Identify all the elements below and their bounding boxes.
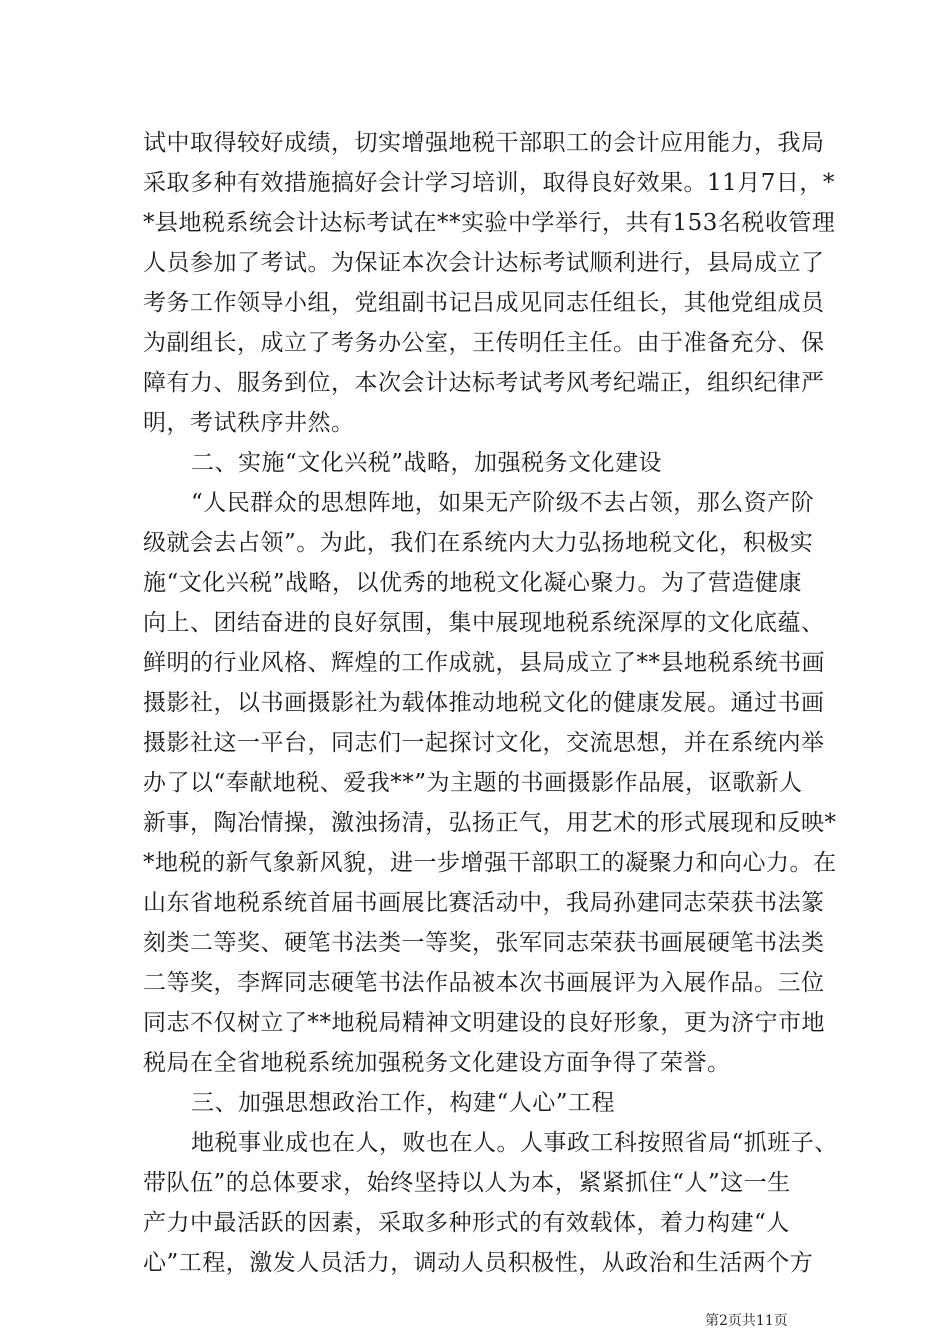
body-text-line: 试中取得较好成绩，切实增强地税干部职工的会计应用能力，我局 (143, 130, 825, 156)
section-heading: 三、加强思想政治工作，构建“人心”工程 (191, 1090, 616, 1116)
body-text-line: 障有力、服务到位，本次会计达标考试考风考纪端正，组织纪律严 (143, 370, 825, 396)
body-text-line: 鲜明的行业风格、辉煌的工作成就，县局成立了**县地税系统书画 (143, 650, 825, 676)
body-text-line: 考务工作领导小组，党组副书记吕成见同志任组长，其他党组成员 (143, 290, 825, 316)
section-heading: 二、实施“文化兴税”战略，加强税务文化建设 (191, 450, 663, 476)
body-text-line: 山东省地税系统首届书画展比赛活动中，我局孙建同志荣获书法篆 (143, 890, 825, 916)
body-text-line: 刻类二等奖、硬笔书法类一等奖，张军同志荣获书画展硬笔书法类 (143, 930, 825, 956)
body-text-line: 为副组长，成立了考务办公室，王传明任主任。由于准备充分、保 (143, 330, 825, 356)
body-text-line: 二等奖，李辉同志硬笔书法作品被本次书画展评为入展作品。三位 (143, 970, 825, 996)
body-text-line: 明，考试秩序井然。 (143, 410, 355, 436)
body-text-line: 带队伍”的总体要求，始终坚持以人为本，紧紧抓住“人”这一生 (143, 1170, 791, 1196)
body-text-line: 向上、团结奋进的良好氛围，集中展现地税系统深厚的文化底蕴、 (143, 610, 825, 636)
paragraph-first-line: 地税事业成也在人，败也在人。人事政工科按照省局“抓班子、 (191, 1130, 838, 1156)
body-text-line: 心”工程，激发人员活力，调动人员积极性，从政治和生活两个方 (143, 1250, 814, 1276)
body-text-line: 人员参加了考试。为保证本次会计达标考试顺利进行，县局成立了 (143, 250, 825, 276)
body-text-line: 摄影社，以书画摄影社为载体推动地税文化的健康发展。通过书画 (143, 690, 825, 716)
body-text-line: 同志不仅树立了**地税局精神文明建设的良好形象，更为济宁市地 (143, 1010, 825, 1036)
body-text-line: *县地税系统会计达标考试在**实验中学举行，共有153名税收管理 (143, 210, 836, 236)
body-text-line: 税局在全省地税系统加强税务文化建设方面争得了荣誉。 (143, 1050, 731, 1076)
body-text-line: 施“文化兴税”战略，以优秀的地税文化凝心聚力。为了营造健康 (143, 570, 803, 596)
body-text-line: 新事，陶冶情操，激浊扬清，弘扬正气，用艺术的形式展现和反映* (143, 810, 837, 836)
body-text-line: *地税的新气象新风貌，进一步增强干部职工的凝聚力和向心力。在 (143, 850, 837, 876)
body-text-line: 产力中最活跃的因素，采取多种形式的有效载体，着力构建“人 (143, 1210, 790, 1236)
body-text-line: 办了以“奉献地税、爱我**”为主题的书画摄影作品展，讴歌新人 (143, 770, 803, 796)
body-text-line: 级就会去占领”。为此，我们在系统内大力弘扬地税文化，积极实 (143, 530, 814, 556)
paragraph-first-line: “人民群众的思想阵地，如果无产阶级不去占领，那么资产阶 (191, 490, 815, 516)
page-number: 第2页共11页 (705, 1313, 788, 1329)
body-text-line: 摄影社这一平台，同志们一起探讨文化，交流思想，并在系统内举 (143, 730, 825, 756)
body-text-line: 采取多种有效措施搞好会计学习培训，取得良好效果。11月7日，* (143, 170, 835, 196)
